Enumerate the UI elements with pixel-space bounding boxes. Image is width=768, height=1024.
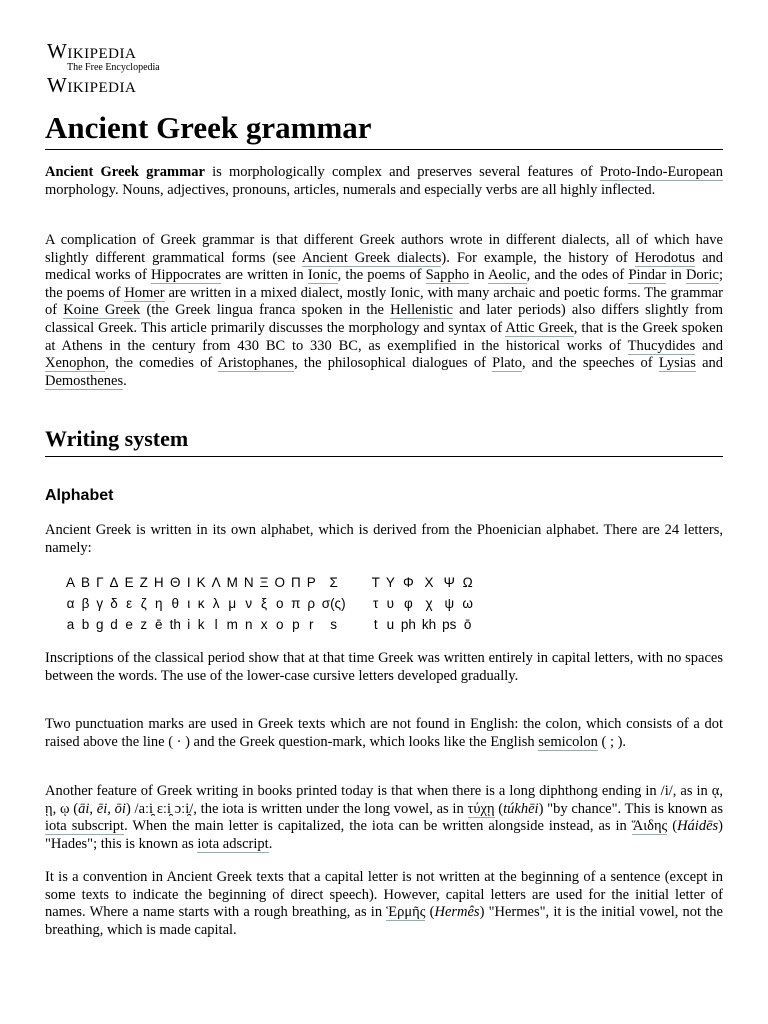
text-run: Inscriptions of the classical period show that at that time Greek was written entirely in capital letters, with no spaces between the words. The use of the lower-case cursive letters developed gradually.	[45, 650, 723, 684]
alphabet-letter: o	[275, 617, 284, 632]
alphabet-letter: l	[214, 617, 218, 632]
article-link[interactable]: Ionic	[307, 267, 338, 284]
article-link[interactable]: iota adscript	[197, 835, 269, 852]
alphabet-letter: s	[330, 617, 338, 632]
iota-subscript-paragraph	[45, 783, 723, 853]
article-link[interactable]: Demosthenes	[45, 372, 124, 389]
text-run: ) "Hermes", it is the initial vowel, not the breathing, which is made capital.	[45, 904, 723, 938]
alphabet-letter: Ε	[124, 575, 134, 590]
article-link[interactable]: Aristophanes	[217, 355, 295, 372]
article-link[interactable]: Ancient Greek dialects	[301, 249, 442, 266]
alphabet-letter: α	[66, 596, 75, 611]
text-run: in	[469, 267, 488, 284]
alphabet-letter: τ	[373, 596, 379, 611]
text-run: ) /aːi̯ ɛːi̯ ɔːi̯/, the iota is written under the long vowel, as in	[125, 800, 468, 817]
text-run: (	[494, 800, 504, 817]
alphabet-letter: p	[292, 617, 300, 632]
alphabet-letter: ps	[442, 617, 457, 632]
article-link[interactable]: Xenophon	[45, 355, 106, 372]
alphabet-letter: ē	[154, 617, 163, 632]
text-run: , the poems of	[337, 267, 426, 284]
alphabet-letter: π	[291, 596, 301, 611]
inscriptions-paragraph	[45, 650, 723, 685]
alphabet-letter: σ(ς)	[321, 596, 346, 611]
text-run: .	[268, 835, 273, 852]
alphabet-letter: φ	[403, 596, 413, 611]
alphabet-letter: θ	[171, 596, 179, 611]
alphabet-letter	[349, 593, 369, 614]
alphabet-letter: Ψ	[443, 575, 455, 590]
text-run: Ancient Greek is written in its own alphabet, which is derived from the Phoenician alphabet. There are 24 letters, namely:	[45, 522, 723, 556]
text-run: and medical works of	[45, 249, 724, 284]
alphabet-letter: γ	[96, 596, 104, 611]
text-run: A complication of Greek grammar is that different Greek authors wrote in different dialects, all of which have slightly different grammatical forms (see	[45, 232, 723, 266]
article-link[interactable]: Koine Greek	[63, 302, 141, 319]
alphabet-letter	[349, 572, 369, 593]
alphabet-row-transliteration	[63, 614, 476, 635]
alphabet-letter: Κ	[196, 575, 206, 590]
article-link[interactable]: iota subscript	[45, 818, 125, 835]
alphabet-row-lowercase	[63, 593, 476, 614]
alphabet-letter: Σ	[329, 575, 338, 590]
alphabet-letter	[349, 614, 369, 635]
alphabet-letter: ph	[400, 617, 416, 632]
text-run: Two punctuation marks are used in Greek texts which are not found in English: the colon, which consists of a dot raised above the line ( · ) and the Greek question-mark, which looks like the English	[45, 716, 723, 750]
alphabet-letter: ν	[245, 596, 253, 611]
text-run: , and the odes of	[526, 267, 629, 284]
text-run: .	[123, 372, 127, 389]
text-run: ) "Hades"; this is known as	[45, 818, 723, 852]
text-run: and	[695, 337, 723, 354]
text-run: and	[695, 355, 724, 372]
text-run: are written in a mixed dialect, mostly Ionic, with many archaic and poetic forms. The grammar of	[45, 284, 724, 319]
text-run: and later periods) also differs slightly from classical Greek. This article primarily discusses the morphology and syntax of	[45, 302, 723, 336]
alphabet-letter: Δ	[109, 575, 119, 590]
article-link[interactable]: Lysias	[658, 355, 696, 372]
article-link[interactable]: Herodotus	[634, 249, 696, 266]
text-run: ; the poems of	[45, 267, 723, 301]
text-run: in	[666, 267, 686, 284]
alphabet-letter: z	[140, 617, 148, 632]
bold-term: Ancient Greek grammar	[45, 164, 205, 180]
text-run: , the philosophical dialogues of	[294, 355, 493, 372]
alphabet-letter: t	[373, 617, 378, 632]
article-link[interactable]: Doric	[685, 267, 719, 284]
alphabet-letter: ζ	[140, 596, 147, 611]
logo-wordmark-bottom: Wikipedia	[47, 73, 137, 97]
alphabet-letter: ι	[187, 596, 191, 611]
alphabet-letter: Ζ	[139, 575, 148, 590]
alphabet-letter: υ	[386, 596, 395, 611]
transliteration: Hermês	[434, 904, 480, 921]
alphabet-letter: Γ	[96, 575, 104, 590]
alphabet-letter: Ξ	[259, 575, 269, 590]
alphabet-letter: δ	[110, 596, 118, 611]
page-title: Ancient Greek grammar	[45, 110, 372, 145]
text-run: (the Greek lingua franca spoken in the	[140, 302, 391, 319]
alphabet-letter: i	[187, 617, 191, 632]
article-link[interactable]: Ἅιδης	[631, 818, 668, 835]
alphabet-letter: μ	[228, 596, 237, 611]
capitalization-paragraph	[45, 869, 723, 939]
text-run: , the comedies of	[105, 355, 218, 372]
wikipedia-logo[interactable]	[47, 40, 187, 96]
alphabet-letter: Λ	[211, 575, 221, 590]
intro-paragraph-2	[45, 232, 723, 390]
alphabet-letter: g	[96, 617, 104, 632]
section-divider	[45, 456, 723, 457]
alphabet-letter: kh	[421, 617, 437, 632]
alphabet-letter: Υ	[385, 575, 395, 590]
article-link[interactable]: Hellenistic	[390, 302, 453, 319]
article-link[interactable]: Attic Greek	[505, 319, 574, 336]
alphabet-letter: k	[197, 617, 205, 632]
alphabet-letter: a	[66, 617, 75, 632]
alphabet-letter: ō	[463, 617, 472, 632]
text-run: morphology. Nouns, adjectives, pronouns, articles, numerals and especially verbs are all highly inflected.	[45, 181, 656, 198]
alphabet-letter: Ρ	[306, 575, 316, 590]
logo-wordmark-top: Wikipedia	[47, 39, 137, 63]
text-run: . When the main letter is capitalized, the iota can be written alongside instead, as in	[124, 818, 632, 835]
article-link[interactable]: Sappho	[425, 267, 470, 284]
text-run: (	[425, 904, 435, 921]
alphabet-letter: n	[245, 617, 253, 632]
alphabet-letter: η	[154, 596, 163, 611]
article-link[interactable]: Hippocrates	[150, 267, 222, 284]
text-run: , and the speeches of	[521, 355, 659, 372]
alphabet-letter: u	[386, 617, 395, 632]
alphabet-letter: Μ	[226, 575, 238, 590]
text-run: (	[667, 818, 678, 835]
article-link[interactable]: Plato	[492, 355, 522, 372]
article-link[interactable]: semicolon	[538, 733, 598, 750]
alphabet-letter: Α	[66, 575, 76, 590]
alphabet-letter: Ω	[462, 575, 473, 590]
text-run: ). For example, the history of	[441, 249, 635, 266]
transliteration: túkhēi	[503, 800, 539, 817]
alphabet-letter: ψ	[444, 596, 455, 611]
alphabet-letter: Ν	[243, 575, 254, 590]
alphabet-letter: χ	[425, 596, 433, 611]
alphabet-letter: Φ	[402, 575, 414, 590]
text-run: ) "by chance". This is known as	[538, 800, 723, 817]
text-run: are written in	[221, 267, 308, 284]
article-link[interactable]: Pindar	[628, 267, 667, 284]
alphabet-letter: b	[81, 617, 90, 632]
alphabet-letter: ε	[126, 596, 133, 611]
intro-paragraph-1	[45, 164, 723, 199]
alphabet-letter: ρ	[307, 596, 316, 611]
alphabet-letter: λ	[212, 596, 220, 611]
alphabet-letter: β	[81, 596, 90, 611]
article-link[interactable]: τύχῃ	[467, 800, 495, 817]
article-link[interactable]: Homer	[124, 284, 165, 301]
alphabet-letter: κ	[197, 596, 205, 611]
punctuation-paragraph	[45, 716, 723, 751]
text-run: Another feature of Greek writing in books printed today is that when there is a long diphthong ending in /i/, as in ᾳ, ῃ, ῳ (	[45, 783, 723, 817]
alphabet-letter: Π	[290, 575, 301, 590]
text-run: is morphologically complex and preserves several features of	[204, 164, 600, 180]
alphabet-letter: r	[308, 617, 314, 632]
logo-tagline: The Free Encyclopedia	[67, 62, 160, 73]
alphabet-letter: e	[125, 617, 133, 632]
subsection-heading-alphabet: Alphabet	[45, 487, 114, 504]
article-link[interactable]: Proto-Indo-European	[599, 164, 723, 180]
transliteration: āi, ēi, ōi	[78, 800, 126, 817]
alphabet-row-uppercase	[63, 572, 476, 593]
alphabet-letter: d	[110, 617, 118, 632]
alphabet-table	[63, 572, 476, 635]
alphabet-letter: ξ	[261, 596, 268, 611]
text-run: ( ; ).	[597, 733, 627, 750]
alphabet-letter: Β	[81, 575, 91, 590]
alphabet-intro-paragraph	[45, 522, 723, 557]
alphabet-letter: ω	[462, 596, 473, 611]
title-divider	[45, 149, 723, 150]
section-heading-writing-system: Writing system	[45, 426, 189, 451]
alphabet-letter: Χ	[424, 575, 434, 590]
alphabet-letter: Η	[153, 575, 164, 590]
article-link[interactable]: Ἑρμῆς	[386, 904, 426, 921]
transliteration: Háidēs	[677, 818, 719, 835]
alphabet-letter: m	[226, 617, 238, 632]
alphabet-letter: Τ	[371, 575, 380, 590]
article-link[interactable]: Aeolic	[487, 267, 527, 284]
alphabet-letter: Θ	[169, 575, 181, 590]
alphabet-letter: th	[169, 617, 181, 632]
alphabet-letter: Ο	[274, 575, 285, 590]
alphabet-letter: ο	[275, 596, 284, 611]
text-run: It is a convention in Ancient Greek texts that a capital letter is not written at the beginning of a sentence (except in some texts to indicate the beginning of direct speech). However, capital letters are used for the initial letter of names. Where a name starts with a rough breathing, as in	[45, 869, 723, 921]
alphabet-letter: Ι	[186, 575, 191, 590]
text-run: , that is the Greek spoken at Athens in the century from 430 BC to 330 BC, as exemplified in the historical works of	[45, 319, 723, 354]
article-link[interactable]: Thucydides	[627, 337, 696, 354]
alphabet-letter: x	[260, 617, 268, 632]
